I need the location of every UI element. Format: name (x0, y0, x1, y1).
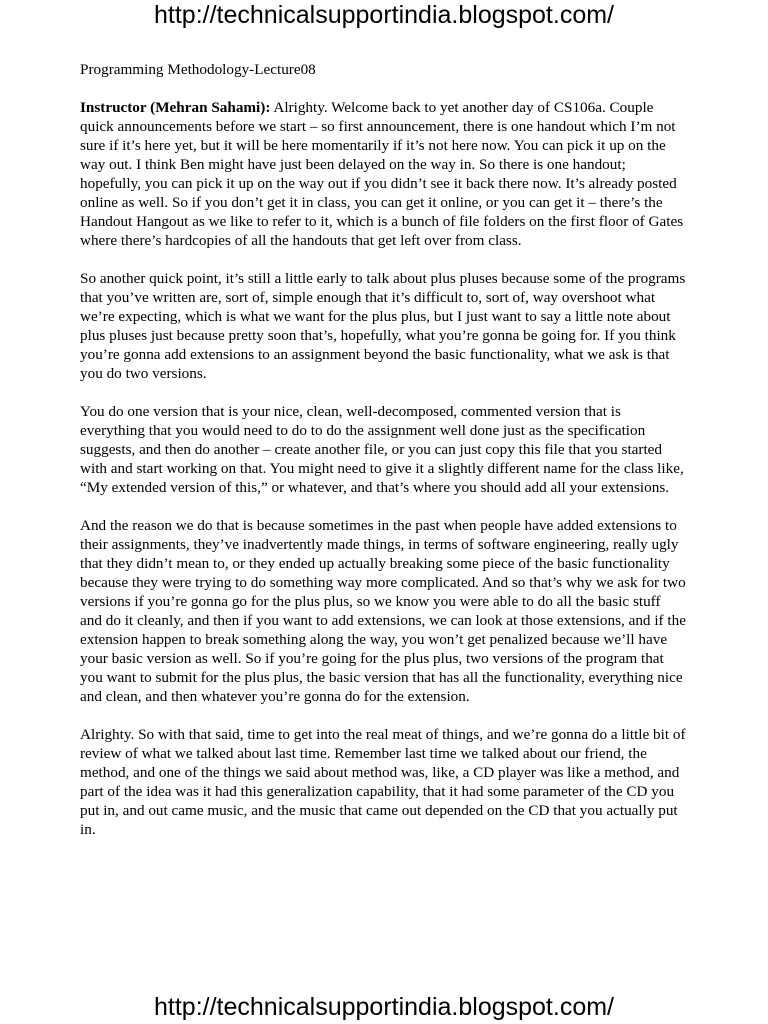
paragraph-4: And the reason we do that is because sometimes in the past when people have added extensions to their assignments, they’ve inadvertently made things, in terms of software engineering, really ugly that they didn’t mean to, or they ended up actually breaking some piece of the basic functionality because they were trying to do something way more complicated. And so that’s why we ask for two versions if you’re gonna go for the plus plus, so we know you were able to do all the basic stuff and do it cleanly, and then if you want to add extensions, we can look at those extensions, and if the extension happen to break something along the way, you won’t get penalized because we’ll have your basic version as well. So if you’re going for the plus plus, two versions of the program that you want to submit for the plus plus, the basic version that has all the functionality, everything nice and clean, and then whatever you’re gonna do for the extension. (80, 517, 686, 705)
paragraph-1-text: Alrighty. Welcome back to yet another day of CS106a. Couple quick announcements before we start – so first announcement, there is one handout which I’m not sure if it’s here yet, but it will be here momentarily if it’s not here now. You can pick it up on the way out. I think Ben might have just been delayed on the way in. So there is one handout; hopefully, you can pick it up on the way out if you didn’t see it back there now. It’s already posted online as well. So if you don’t get it in class, you can get it online, or you can get it – there’s the Handout Hangout as we like to refer to it, which is a bunch of file folders on the first floor of Gates where there’s hardcopies of all the handouts that get left over from class. (80, 99, 684, 249)
document-body (80, 60, 686, 858)
paragraph-1 (80, 98, 686, 250)
speaker-label: Instructor (Mehran Sahami): (80, 99, 271, 116)
header-url: http://technicalsupportindia.blogspot.com/ (154, 1, 614, 29)
paragraph-5: Alrighty. So with that said, time to get into the real meat of things, and we’re gonna do a little bit of review of what we talked about last time. Remember last time we talked about our friend, the method, and one of the things we said about method was, like, a CD player was like a method, and part of the idea was it had this generalization capability, that it had some parameter of the CD you put in, and out came music, and the music that came out depended on the CD that you actually put in. (80, 726, 686, 838)
footer-url: http://technicalsupportindia.blogspot.com/ (154, 993, 614, 1021)
document-title: Programming Methodology-Lecture08 (80, 61, 316, 78)
paragraph-3: You do one version that is your nice, clean, well-decomposed, commented version that is everything that you would need to do to do the assignment well done just as the specification suggests, and then do another – create another file, or you can just copy this file that you started with and start working on that. You might need to give it a slightly different name for the class like, “My extended version of this,” or whatever, and that’s where you should add all your extensions. (80, 403, 684, 496)
paragraph-2: So another quick point, it’s still a little early to talk about plus pluses because some of the programs that you’ve written are, sort of, simple enough that it’s difficult to, sort of, way overshoot what we’re expecting, which is what we want for the plus plus, but I just want to say a little note about plus pluses just because pretty soon that’s, hopefully, what you’re gonna be going for. If you think you’re gonna add extensions to an assignment beyond the basic functionality, what we ask is that you do two versions. (80, 270, 686, 382)
